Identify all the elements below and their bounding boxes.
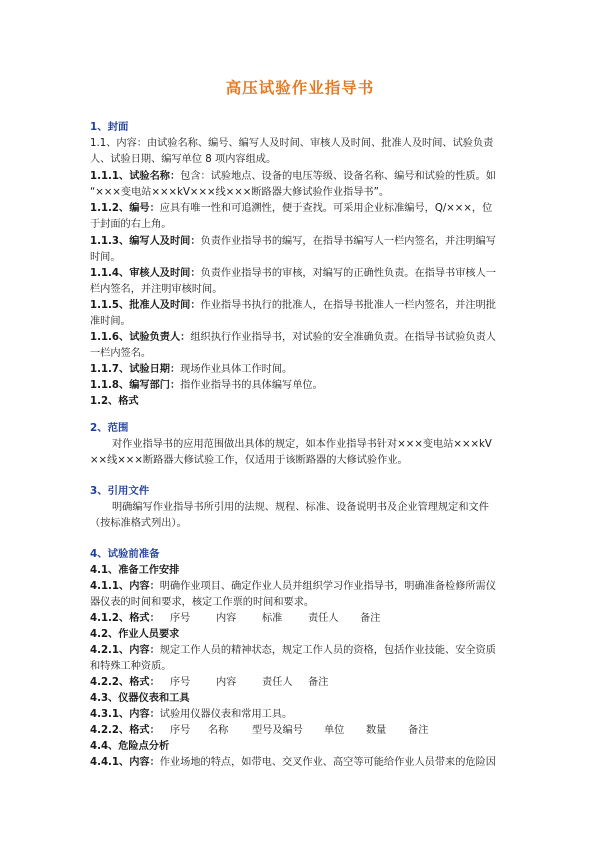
subsection-4-2: 4.2、作业人员要求 bbox=[90, 629, 180, 640]
document-title: 高压试验作业指导书 bbox=[225, 79, 375, 97]
item-4-3-2 bbox=[90, 724, 520, 738]
item-label: 1.1.6、试验负责人： bbox=[90, 332, 191, 343]
item-label: 4.4.1、内容： bbox=[90, 757, 160, 768]
item-text: 明确作业项目、确定作业人员并组织学习作业指导书，明确准备检修所需仪 bbox=[159, 581, 496, 592]
item-4-1-2 bbox=[90, 612, 520, 626]
subsection-4-3: 4.3、仪器仪表和工具 bbox=[90, 693, 190, 704]
section-1-heading: 1、封面 bbox=[90, 121, 129, 133]
item-label: 1.1.4、审核人及时间： bbox=[90, 268, 201, 279]
column-label: 备注 bbox=[308, 677, 329, 688]
item-label: 4.3.1、内容： bbox=[90, 709, 160, 720]
item-1-1-7 bbox=[90, 363, 520, 377]
item-1-1-8 bbox=[90, 379, 520, 393]
item-text: 规定工作人员的精神状态，规定工作人员的资格，包括作业技能、安全资质 bbox=[159, 645, 496, 656]
item-text: 负责作业指导书的编写，在指导书编写人一栏内签名，并注明编写 bbox=[200, 236, 496, 247]
paragraph-line: ××线×××断路器大修试验工作，仅适用于该断路器的大修试验作业。 bbox=[90, 455, 408, 466]
item-label: 1.1.8、编写部门： bbox=[90, 380, 181, 391]
section-4-heading: 4、试验前准备 bbox=[90, 548, 160, 560]
paragraph-line: 一栏内签名。 bbox=[90, 348, 152, 359]
subsection-1-2: 1.2、格式 bbox=[90, 396, 139, 407]
paragraph-line: （按标准格式列出）。 bbox=[90, 518, 187, 529]
item-label: 1.1.1、试验名称： bbox=[90, 171, 181, 182]
item-4-1-1 bbox=[90, 580, 520, 594]
column-label: 型号及编号 bbox=[252, 725, 303, 736]
item-1-1-6 bbox=[90, 331, 520, 345]
paragraph-line: 准时间。 bbox=[90, 316, 131, 327]
paragraph-line: 1.1、内容：由试验名称、编号、编写人及时间、审核人及时间、批准人及时间、试验负责 bbox=[90, 138, 494, 149]
column-label: 责任人 bbox=[262, 677, 293, 688]
item-text: 指作业指导书的具体编写单位。 bbox=[180, 380, 323, 391]
item-1-1-5 bbox=[90, 299, 520, 313]
item-4-3-1 bbox=[90, 708, 520, 722]
paragraph-line: 人、试验日期、编写单位 8 项内容组成。 bbox=[90, 154, 277, 165]
section-3-heading: 3、引用文件 bbox=[90, 485, 150, 497]
column-label: 标准 bbox=[262, 613, 283, 624]
column-label: 责任人 bbox=[308, 613, 339, 624]
column-label: 数量 bbox=[366, 725, 387, 736]
item-label: 1.1.2、编号： bbox=[90, 203, 160, 214]
item-1-1-1 bbox=[90, 170, 520, 184]
column-label: 序号 bbox=[170, 613, 191, 624]
paragraph-line: “×××变电站×××kV×××线×××断路器大修试验作业指导书”。 bbox=[90, 187, 390, 198]
item-text: 包含：试验地点、设备的电压等级、设备名称、编号和试验的性质。如 bbox=[180, 171, 496, 182]
paragraph-line: 栏内签名，并注明审核时间。 bbox=[90, 284, 223, 295]
item-4-2-2 bbox=[90, 676, 520, 690]
item-4-2-1 bbox=[90, 644, 520, 658]
column-label: 内容 bbox=[216, 677, 237, 688]
column-label: 序号 bbox=[170, 725, 191, 736]
item-text: 试验用仪器仪表和常用工具。 bbox=[159, 709, 293, 720]
paragraph-line: 对作业指导书的应用范围做出具体的规定，如本作业指导书针对×××变电站×××kV bbox=[112, 439, 492, 450]
item-label: 4.1.1、内容： bbox=[90, 581, 160, 592]
item-text: 负责作业指导书的审核，对编写的正确性负责。在指导书审核人一 bbox=[200, 268, 496, 279]
paragraph-line: 时间。 bbox=[90, 252, 121, 263]
column-label: 单位 bbox=[324, 725, 345, 736]
section-2-heading: 2、范围 bbox=[90, 422, 129, 434]
paragraph-line: 明确编写作业指导书所引用的法规、规程、标准、设备说明书及企业管理规定和文件 bbox=[112, 502, 489, 513]
item-1-1-4 bbox=[90, 267, 520, 281]
item-text: 组织执行作业指导书，对试验的安全准确负责。在指导书试验负责人 bbox=[190, 332, 496, 343]
subsection-4-4: 4.4、危险点分析 bbox=[90, 741, 170, 752]
item-text: 应具有唯一性和可追溯性，便于查找。可采用企业标准编号，Q/×××，位 bbox=[159, 203, 493, 214]
column-label: 序号 bbox=[170, 677, 191, 688]
item-text: 作业场地的特点，如带电、交叉作业、高空等可能给作业人员带来的危险因 bbox=[159, 757, 496, 768]
paragraph-line: 器仪表的时间和要求，核定工作票的时间和要求。 bbox=[90, 597, 315, 608]
item-label: 1.1.7、试验日期： bbox=[90, 364, 181, 375]
item-label: 4.2.2、格式： bbox=[90, 677, 160, 688]
item-4-4-1 bbox=[90, 756, 520, 770]
subsection-4-1: 4.1、准备工作安排 bbox=[90, 565, 180, 576]
item-label: 4.2.1、内容： bbox=[90, 645, 160, 656]
item-1-1-3 bbox=[90, 235, 520, 249]
column-label: 内容 bbox=[216, 613, 237, 624]
item-text: 现场作业具体工作时间。 bbox=[180, 364, 293, 375]
paragraph-line: 和特殊工种资质。 bbox=[90, 661, 172, 672]
item-label: 1.1.5、批准人及时间： bbox=[90, 300, 201, 311]
item-label: 4.2.2、格式： bbox=[90, 725, 160, 736]
column-label: 名称 bbox=[208, 725, 229, 736]
item-label: 1.1.3、编写人及时间： bbox=[90, 236, 201, 247]
item-text: 作业指导书执行的批准人，在指导书批准人一栏内签名，并注明批 bbox=[200, 300, 496, 311]
column-label: 备注 bbox=[360, 613, 381, 624]
column-label: 备注 bbox=[408, 725, 429, 736]
item-1-1-2 bbox=[90, 202, 520, 216]
item-label: 4.1.2、格式： bbox=[90, 613, 160, 624]
paragraph-line: 于封面的右上角。 bbox=[90, 219, 172, 230]
